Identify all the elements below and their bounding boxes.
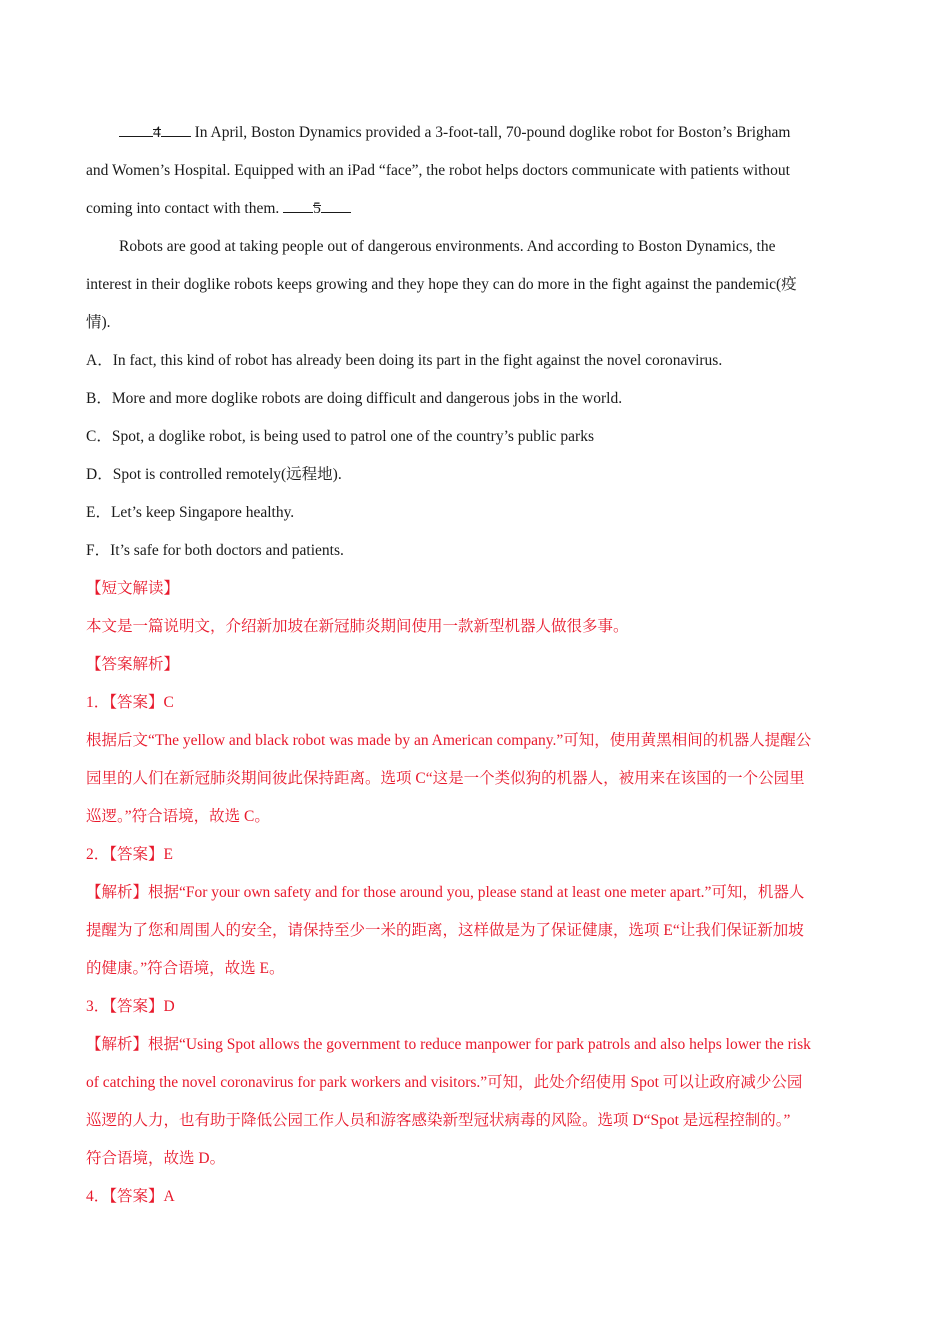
summary-text: 本文是一篇说明文，介绍新加坡在新冠肺炎期间使用一款新型机器人做很多事。 — [86, 618, 629, 635]
passage-line-3 — [86, 190, 866, 228]
answer-3: 3．【答案】D — [86, 998, 175, 1015]
answer-2: 2．【答案】E — [86, 846, 173, 863]
passage-para2-line-3: 情). — [86, 314, 111, 331]
option-e: E．Let’s keep Singapore healthy. — [86, 504, 295, 521]
document-page — [86, 114, 866, 1216]
explanation-3-line-4: 符合语境，故选 D。 — [86, 1150, 226, 1167]
passage-para2-line-2: interest in their doglike robots keeps growing and they hope they can do more in the fight against the pandemic(疫 — [86, 276, 797, 293]
passage-text-1: In April, Boston Dynamics provided a 3-foot-tall, 70-pound doglike robot for Boston’s Brigham — [194, 124, 791, 141]
option-b: B．More and more doglike robots are doing difficult and dangerous jobs in the world. — [86, 390, 623, 407]
blank-4: 4 — [119, 114, 191, 152]
passage-line-2: and Women’s Hospital. Equipped with an iPad “face”, the robot helps doctors communicate with patients without — [86, 162, 790, 179]
explanation-2-line-2: 提醒为了您和周围人的安全，请保持至少一米的距离，这样做是为了保证健康，选项 E“让我们保证新加坡 — [86, 922, 804, 939]
option-d: D．Spot is controlled remotely(远程地). — [86, 466, 342, 483]
option-f: F．It’s safe for both doctors and patients. — [86, 542, 344, 559]
blank-5: 5 — [283, 190, 351, 228]
explanation-1-line-2: 园里的人们在新冠肺炎期间彼此保持距离。选项 C“这是一个类似狗的机器人，被用来在该国的一个公园里 — [86, 770, 805, 787]
analysis-heading: 【答案解析】 — [86, 656, 180, 673]
answer-4: 4．【答案】A — [86, 1188, 175, 1205]
explanation-2-line-1: 【解析】根据“For your own safety and for those around you, please stand at least one meter apart.”可知，机器人 — [86, 884, 805, 901]
explanation-3-line-2: of catching the novel coronavirus for park workers and visitors.”可知，此处介绍使用 Spot 可以让政府减少公园 — [86, 1074, 803, 1091]
passage-text-3: coming into contact with them. — [86, 200, 280, 217]
explanation-1-line-3: 巡逻。”符合语境，故选 C。 — [86, 808, 270, 825]
option-c: C．Spot, a doglike robot, is being used to patrol one of the country’s public parks — [86, 428, 594, 445]
answer-1: 1．【答案】C — [86, 694, 174, 711]
passage-line-1 — [86, 114, 866, 152]
summary-heading: 【短文解读】 — [86, 580, 180, 597]
explanation-3-line-3: 巡逻的人力，也有助于降低公园工作人员和游客感染新型冠状病毒的风险。选项 D“Spot 是远程控制的。” — [86, 1112, 791, 1129]
option-a: A．In fact, this kind of robot has already been doing its part in the fight against the novel coronavirus. — [86, 352, 723, 369]
passage-para2-line-1: Robots are good at taking people out of dangerous environments. And according to Boston Dynamics, the — [119, 238, 776, 255]
explanation-2-line-3: 的健康。”符合语境，故选 E。 — [86, 960, 285, 977]
explanation-1-line-1: 根据后文“The yellow and black robot was made by an American company.”可知，使用黄黑相间的机器人提醒公 — [86, 732, 812, 749]
explanation-3-line-1: 【解析】根据“Using Spot allows the government to reduce manpower for park patrols and also helps lower the risk — [86, 1036, 811, 1053]
